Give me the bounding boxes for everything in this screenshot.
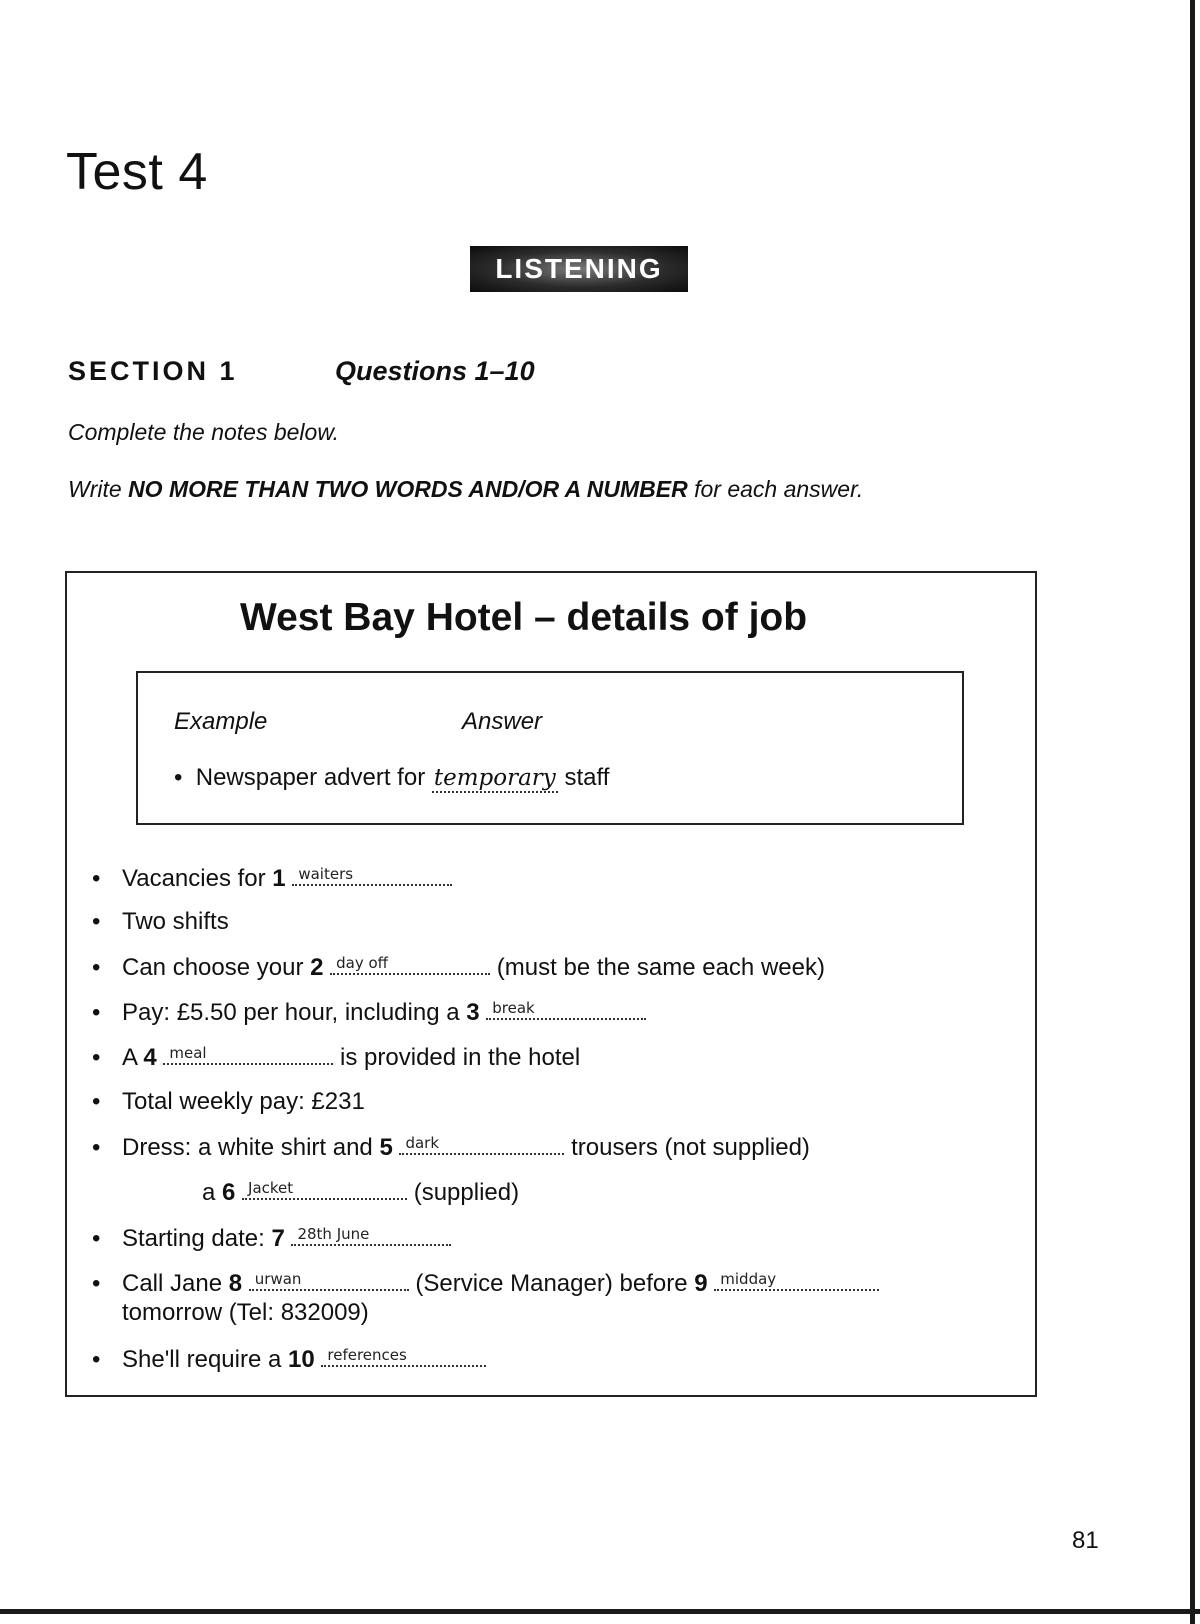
item-text: a: [202, 1179, 223, 1206]
section-label: SECTION 1: [68, 356, 238, 386]
answer-gap-4[interactable]: [163, 1043, 333, 1065]
bullet: •: [92, 1225, 101, 1252]
note-item: [92, 908, 229, 936]
answer-gap-9[interactable]: [714, 1269, 879, 1291]
notes-title: West Bay Hotel – details of job: [240, 596, 808, 639]
bullet: •: [92, 999, 101, 1026]
answer-gap-7[interactable]: [291, 1224, 451, 1246]
page-number: 81: [1072, 1527, 1099, 1554]
bullet: •: [92, 1346, 101, 1373]
note-item: [92, 1043, 580, 1072]
question-number: 9: [694, 1270, 708, 1297]
note-item: [92, 953, 825, 982]
page-bottom-border: [0, 1609, 1200, 1614]
item-text: Call Jane: [122, 1270, 229, 1297]
question-number: 4: [143, 1044, 157, 1071]
answer-label: Answer: [462, 708, 543, 735]
note-item: [92, 1088, 365, 1116]
example-line: [174, 764, 609, 792]
instruction-word-limit: [68, 476, 863, 503]
bullet: •: [92, 865, 101, 892]
instruction-prefix: Write: [68, 476, 129, 502]
note-item: [92, 1133, 810, 1162]
answer-gap-2[interactable]: [330, 953, 490, 975]
bullet: •: [92, 1270, 101, 1297]
answer-gap-8[interactable]: [249, 1269, 409, 1291]
note-item: [202, 1178, 519, 1207]
note-item: [92, 1224, 451, 1253]
item-text: A: [122, 1044, 144, 1071]
item-text-after: (must be the same each week): [490, 954, 825, 981]
handwritten-answer: meal: [169, 1044, 207, 1062]
question-number: 7: [271, 1225, 285, 1252]
example-answer: temporary: [433, 765, 556, 791]
handwritten-answer: waiters: [298, 865, 354, 883]
page-right-border: [1190, 0, 1195, 1624]
note-item: [92, 998, 646, 1027]
answer-gap-5[interactable]: [399, 1133, 564, 1155]
note-item: [92, 1345, 486, 1374]
note-item: [122, 1299, 369, 1327]
instruction-complete-notes: Complete the notes below.: [68, 419, 340, 445]
item-text: Can choose your: [122, 954, 311, 981]
question-number: 5: [379, 1134, 393, 1161]
item-text: Dress: a white shirt and: [122, 1134, 380, 1161]
handwritten-answer: midday: [720, 1270, 777, 1288]
question-number: 8: [228, 1270, 243, 1297]
instruction-word-limit-bold: NO MORE THAN TWO WORDS AND/OR A NUMBER: [128, 476, 688, 502]
instruction-suffix: for each answer.: [687, 476, 864, 502]
example-text-after: staff: [557, 764, 610, 791]
question-number: 3: [466, 999, 480, 1026]
question-number: 6: [222, 1179, 236, 1206]
example-box: [136, 671, 964, 825]
bullet: •: [92, 908, 101, 935]
item-text: Starting date:: [122, 1225, 272, 1252]
handwritten-answer: dark: [405, 1134, 440, 1152]
item-text-after: is provided in the hotel: [333, 1044, 581, 1071]
note-item: [92, 1269, 879, 1298]
bullet: •: [92, 1088, 101, 1115]
item-text: She'll require a: [122, 1346, 289, 1373]
bullet: •: [92, 1134, 101, 1161]
handwritten-answer: references: [327, 1346, 407, 1364]
answer-gap-1[interactable]: [292, 864, 452, 886]
handwritten-answer: Jacket: [248, 1179, 294, 1197]
question-number: 2: [310, 954, 324, 981]
test-title: Test 4: [66, 143, 208, 201]
example-text-before: Newspaper advert for: [195, 764, 432, 791]
bullet: •: [92, 1044, 101, 1071]
item-text: Vacancies for: [122, 865, 273, 892]
answer-gap-6[interactable]: [242, 1178, 407, 1200]
item-text-after: trousers (not supplied): [564, 1134, 810, 1161]
example-label: Example: [174, 708, 268, 735]
question-number: 10: [288, 1346, 315, 1373]
item-text-after: (Service Manager) before: [408, 1270, 695, 1297]
bullet: •: [92, 954, 101, 981]
handwritten-answer: 28th June: [297, 1225, 370, 1243]
item-text-after: (supplied): [407, 1179, 520, 1206]
handwritten-answer: break: [492, 999, 535, 1017]
answer-gap-3[interactable]: [486, 998, 646, 1020]
item-text: tomorrow (Tel: 832009): [122, 1299, 369, 1326]
answer-gap-10[interactable]: [321, 1345, 486, 1367]
item-text: Pay: £5.50 per hour, including a: [122, 999, 467, 1026]
handwritten-answer: day off: [336, 954, 389, 972]
listening-badge: LISTENING: [470, 246, 688, 292]
question-number: 1: [272, 865, 286, 892]
item-text: Two shifts: [122, 908, 229, 935]
item-text: Total weekly pay: £231: [122, 1088, 365, 1115]
bullet: •: [174, 764, 196, 791]
note-item: [92, 864, 452, 893]
questions-label: Questions 1–10: [335, 356, 535, 386]
handwritten-answer: urwan: [254, 1270, 302, 1288]
